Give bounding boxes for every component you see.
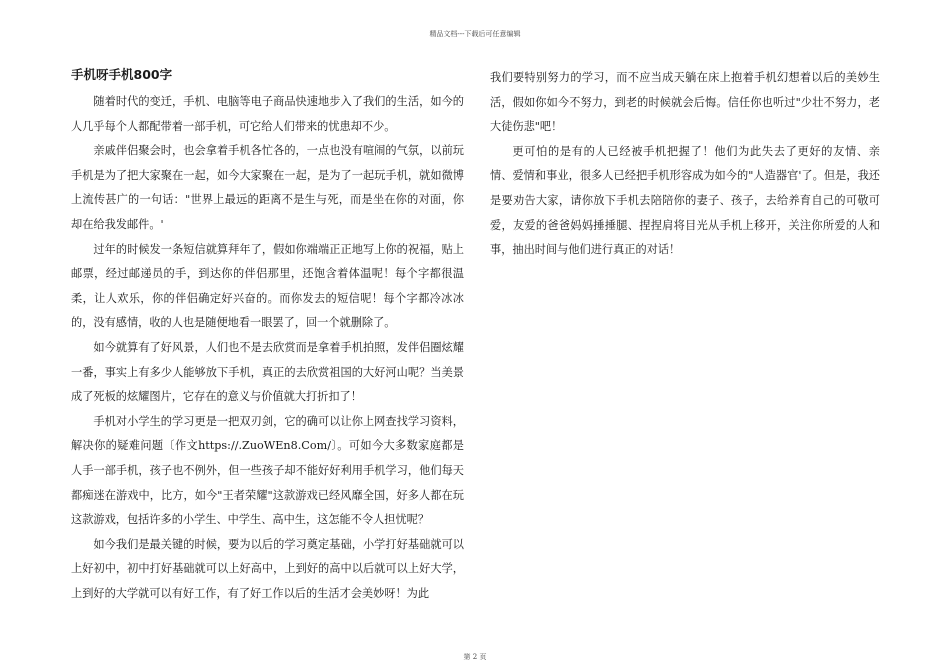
paragraph: 更可怕的是有的人已经被手机把握了！他们为此失去了更好的友情、亲情、爱情和事业，很多人已经把手机形容成为如今的"人造器官'了。但是，我还是要劝告大家，请你放下手机去陪陪你的妻子、孩子，去给养育自己的可敬可爱，友爱的爸爸妈妈捶捶腿、捏捏肩将目光从手机上移开，关注你所爱的人和事，抽出时间与他们进行真正的对话！ [490, 144, 880, 257]
article-title: 手机呀手机800字 [71, 67, 173, 82]
paragraph: 亲戚伴侣聚会时，也会拿着手机各忙各的，一点也没有喧闹的气氛，以前玩手机是为了把大家聚在一起，如今大家聚在一起，是为了一起玩手机，就如微博上流传甚广的一句话："世界上最远的距离不是生与死，而是坐在你的对面，你却在给我发邮件。' [71, 144, 464, 231]
right-column [490, 66, 880, 263]
left-column [71, 66, 464, 606]
page-header: 精品文档---下载后可任意编辑 [429, 30, 521, 38]
paragraph: 如今我们是最关键的时候，要为以后的学习奠定基础，小学打好基础就可以上好初中，初中打好基础就可以上好高中，上到好的高中以后就可以上好大学，上到好的大学就可以有好工作，有了好工作以后的生活才会美妙呀！为此 [71, 537, 464, 600]
paragraph-continued: 我们要特别努力的学习，而不应当成天躺在床上抱着手机幻想着以后的美妙生活，假如你如今不努力，到老的时候就会后悔。信任你也听过"少壮不努力，老大徒伤悲"吧！ [490, 71, 880, 134]
paragraph: 随着时代的变迁，手机、电脑等电子商品快速地步入了我们的生活，如今的人几乎每个人都配带着一部手机，可它给人们带来的忧患却不少。 [71, 95, 464, 133]
paragraph: 过年的时候发一条短信就算拜年了，假如你端端正正地写上你的祝福，贴上邮票，经过邮递员的手，到达你的伴侣那里，还饱含着体温呢！每个字都很温柔，让人欢乐，你的伴侣确定好兴奋的。而你发去的短信呢！每个字都冷冰冰的，没有感情，收的人也是随便地看一眼罢了，回一个就删除了。 [71, 242, 464, 330]
page-number: 第 2 页 [463, 653, 487, 661]
paragraph: 如今就算有了好风景，人们也不是去欣赏而是拿着手机拍照，发伴侣圈炫耀一番，事实上有多少人能够放下手机，真正的去欣赏祖国的大好河山呢？当美景成了死板的炫耀图片，它存在的意义与价值就大打折扣了！ [71, 340, 464, 404]
paragraph: 手机对小学生的学习更是一把双刃剑，它的确可以让你上网查找学习资料，解决你的疑难问题〔作文https://.ZuoWEn8.Com/〕。可如今大多数家庭都是人手一部手机，孩子也不例外，但一些孩子却不能好好利用手机学习，他们每天都痴迷在游戏中，比方，如今"王者荣耀"这款游戏已经风靡全国，好多人都在玩这款游戏，包括许多的小学生、中学生、高中生，这怎能不令人担忧呢？ [71, 414, 464, 527]
